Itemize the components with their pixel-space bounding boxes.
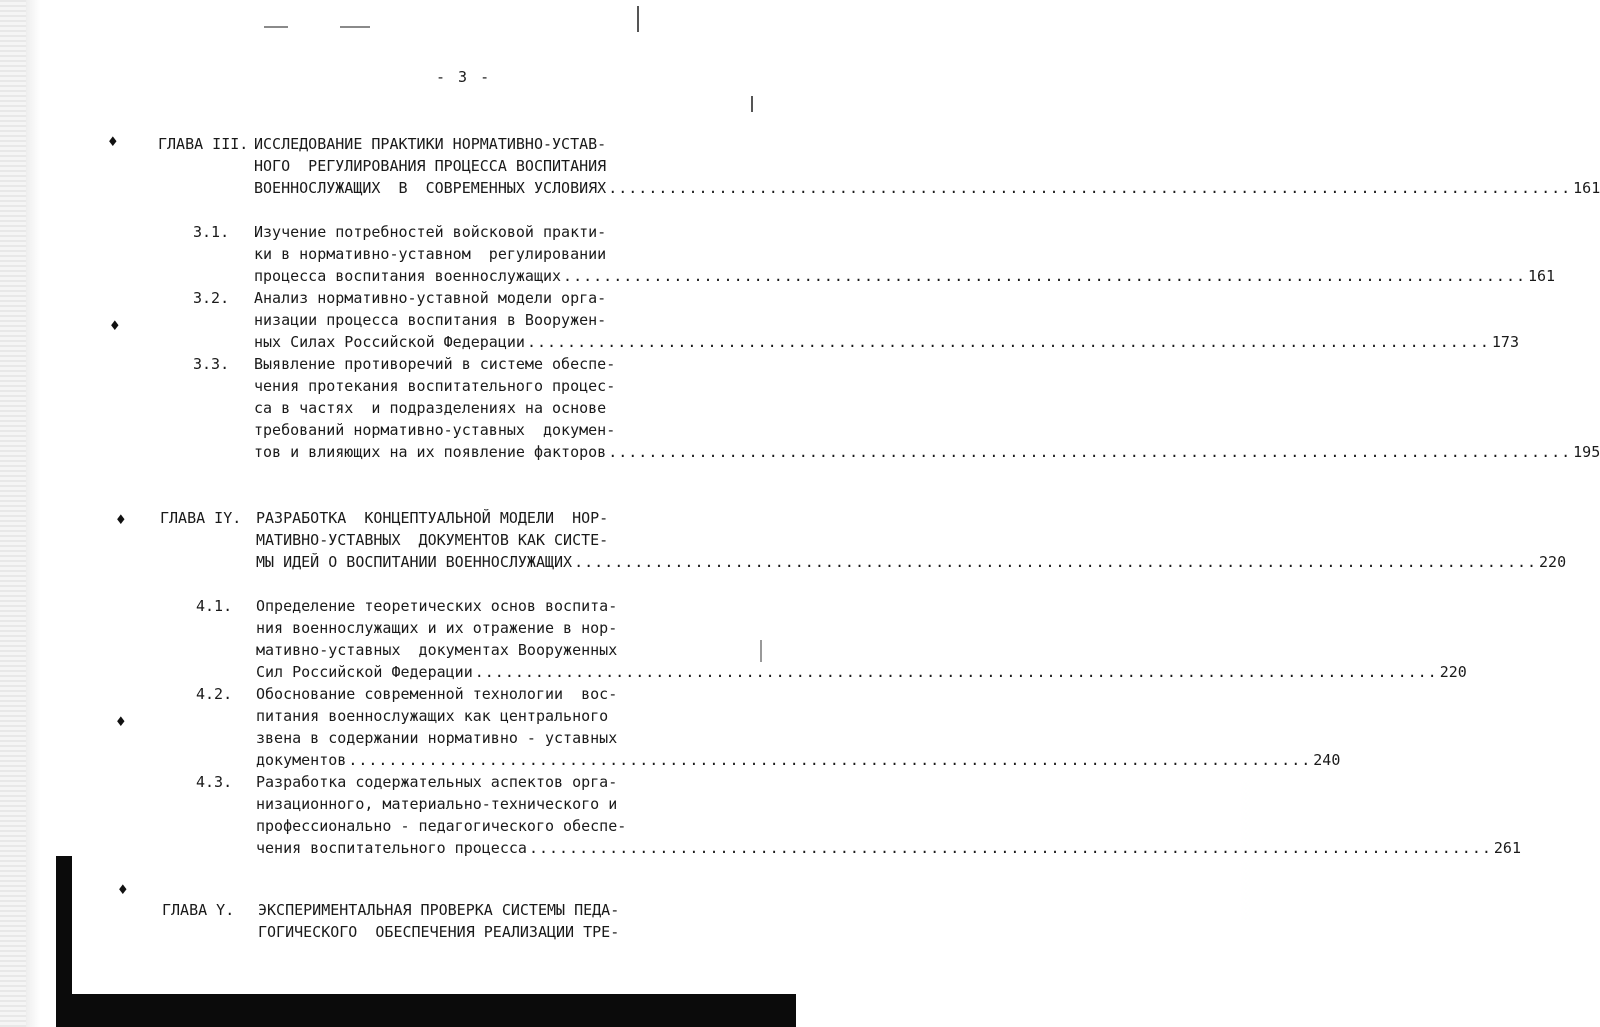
scan-artifact xyxy=(264,26,288,28)
page-ref: 161 xyxy=(1528,267,1556,285)
section-number: 4.1. xyxy=(196,597,233,615)
section-line: чения воспитательного процесса xyxy=(256,839,527,857)
section-line: питания военнослужащих как центрального xyxy=(256,707,609,725)
toc-entry xyxy=(254,442,1600,462)
section-line: звена в содержании нормативно - уставных xyxy=(256,729,618,747)
section-line: Выявление противоречий в системе обеспе- xyxy=(254,355,616,373)
page-number: - 3 - xyxy=(436,68,492,86)
toc-entry xyxy=(256,838,1521,858)
chapter-title-line: ВОЕННОСЛУЖАЩИХ В СОВРЕМЕННЫХ УСЛОВИЯХ xyxy=(254,179,607,197)
dot-leader: ................................................................................................ xyxy=(528,839,1492,857)
toc-entry xyxy=(256,662,1467,682)
section-line: низационного, материально-технического и xyxy=(256,795,618,813)
toc-entry xyxy=(254,266,1556,286)
section-line: мативно-уставных документах Вооруженных xyxy=(256,641,618,659)
dot-leader: ................................................................................................ xyxy=(608,443,1572,461)
page-ref: 220 xyxy=(1539,553,1567,571)
section-line: профессионально - педагогического обеспе- xyxy=(256,817,627,835)
page-ref: 161 xyxy=(1573,179,1600,197)
section-number: 3.2. xyxy=(193,289,230,307)
scan-edge xyxy=(0,0,26,1027)
section-line: низации процесса воспитания в Вооружен- xyxy=(254,311,607,329)
bullet-icon: ♦ xyxy=(108,132,118,151)
scan-artifact xyxy=(340,26,370,28)
section-line: чения протекания воспитательного процес- xyxy=(254,377,616,395)
toc-entry xyxy=(254,178,1600,198)
chapter-label: ГЛАВА IY. xyxy=(160,509,242,527)
chapter-title-line: НОГО РЕГУЛИРОВАНИЯ ПРОЦЕССА ВОСПИТАНИЯ xyxy=(254,157,607,175)
section-line: Анализ нормативно-уставной модели орга- xyxy=(254,289,607,307)
page-ref: 261 xyxy=(1493,839,1521,857)
section-line: документов xyxy=(256,751,347,769)
bullet-icon: ♦ xyxy=(116,510,126,529)
scan-black-bottom xyxy=(56,994,796,1027)
section-line: процесса воспитания военнослужащих xyxy=(254,267,562,285)
section-line: Обоснование современной технологии вос- xyxy=(256,685,618,703)
chapter-label: ГЛАВА III. xyxy=(158,135,249,153)
scan-artifact xyxy=(751,96,753,112)
bullet-icon: ♦ xyxy=(110,316,120,335)
dot-leader: ................................................................................................ xyxy=(348,751,1312,769)
section-line: Разработка содержательных аспектов орга- xyxy=(256,773,618,791)
page-ref: 173 xyxy=(1491,333,1519,351)
section-line: ния военнослужащих и их отражение в нор- xyxy=(256,619,618,637)
section-number: 3.3. xyxy=(193,355,230,373)
page-ref: 220 xyxy=(1439,663,1467,681)
toc-entry xyxy=(254,332,1519,352)
scan-edge-shadow xyxy=(26,0,40,1027)
chapter-title-line: МАТИВНО-УСТАВНЫХ ДОКУМЕНТОВ КАК СИСТЕ- xyxy=(256,531,609,549)
dot-leader: ................................................................................................ xyxy=(608,179,1572,197)
bullet-icon: ♦ xyxy=(118,880,128,899)
page-ref: 195 xyxy=(1573,443,1600,461)
toc-entry xyxy=(256,552,1567,572)
section-number: 3.1. xyxy=(193,223,230,241)
section-number: 4.3. xyxy=(196,773,233,791)
section-line: са в частях и подразделениях на основе xyxy=(254,399,607,417)
section-line: тов и влияющих на их появление факторов xyxy=(254,443,607,461)
section-line: требований нормативно-уставных докумен- xyxy=(254,421,616,439)
chapter-title-line: МЫ ИДЕЙ О ВОСПИТАНИИ ВОЕННОСЛУЖАЩИХ xyxy=(256,553,573,571)
chapter-title-line: РАЗРАБОТКА КОНЦЕПТУАЛЬНОЙ МОДЕЛИ НОР- xyxy=(256,509,609,527)
section-line: Изучение потребностей войсковой практи- xyxy=(254,223,607,241)
chapter-label: ГЛАВА Y. xyxy=(162,901,235,919)
dot-leader: ................................................................................................ xyxy=(474,663,1438,681)
page-ref: 240 xyxy=(1313,751,1341,769)
scan-artifact xyxy=(637,6,639,32)
scan-artifact xyxy=(760,640,762,662)
section-line: ки в нормативно-уставном регулировании xyxy=(254,245,607,263)
dot-leader: ................................................................................................ xyxy=(526,333,1490,351)
chapter-title-line: ЭКСПЕРИМЕНТАЛЬНАЯ ПРОВЕРКА СИСТЕМЫ ПЕДА- xyxy=(258,901,620,919)
chapter-title-line: ГОГИЧЕСКОГО ОБЕСПЕЧЕНИЯ РЕАЛИЗАЦИИ ТРЕ- xyxy=(258,923,620,941)
toc-entry xyxy=(256,750,1341,770)
bullet-icon: ♦ xyxy=(116,712,126,731)
section-line: ных Силах Российской Федерации xyxy=(254,333,525,351)
section-line: Определение теоретических основ воспита- xyxy=(256,597,618,615)
section-line: Сил Российской Федерации xyxy=(256,663,473,681)
dot-leader: ................................................................................................ xyxy=(574,553,1538,571)
section-number: 4.2. xyxy=(196,685,233,703)
chapter-title-line: ИССЛЕДОВАНИЕ ПРАКТИКИ НОРМАТИВНО-УСТАВ- xyxy=(254,135,607,153)
dot-leader: ................................................................................................ xyxy=(563,267,1526,285)
